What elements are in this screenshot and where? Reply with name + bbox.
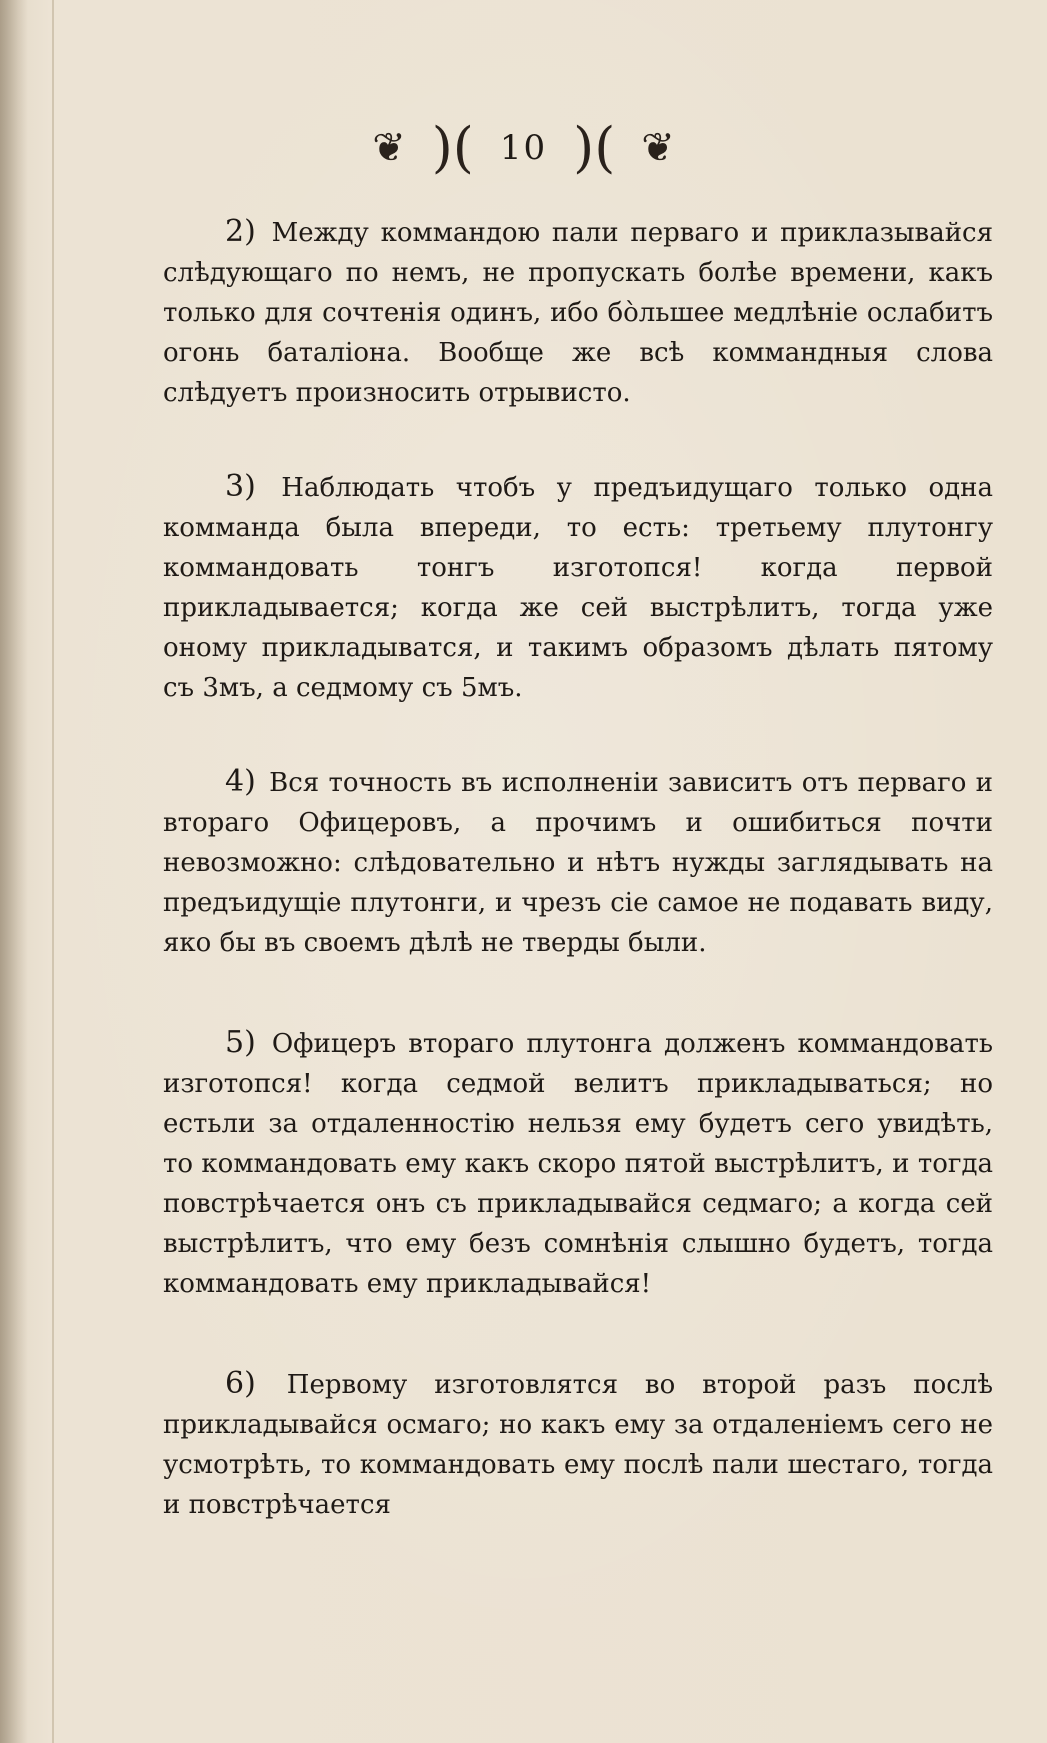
spine-shadow bbox=[0, 0, 28, 1743]
paragraph-text: Первому изготовлятся во второй разъ послѣ прикладывайся осмаго; но какъ ему за отдаленіемъ сего не усмотрѣть, то коммандовать ему послѣ пали шестаго, тогда и повстрѣчается bbox=[163, 1370, 994, 1520]
paragraph-text: Между коммандою пали перваго и приклазывайся слѣдующаго по немъ, не пропускать болѣе времени, какъ только для сочтенія одинъ, ибо бо̀льшее медлѣніе ослабитъ огонь баталіона. Вообще же всѣ коммандныя слова слѣдуетъ произносить отрывисто. bbox=[163, 218, 993, 408]
paragraph-text: Вся точность въ исполненіи зависитъ отъ перваго и втораго Офицеровъ, а прочимъ и ошибиться почти невозможно: слѣдовательно и нѣтъ нужды заглядывать на предъидущіе плутонги, и чрезъ сіе самое не подавать виду, яко бы въ своемъ дѣлѣ не тверды были. bbox=[163, 768, 994, 958]
left-ornament-icon: ❦ bbox=[372, 125, 406, 171]
right-bracket-ornament: )( bbox=[573, 116, 616, 179]
left-bracket-ornament: )( bbox=[431, 116, 474, 179]
paragraph-5 bbox=[163, 1023, 993, 1304]
paragraph-2 bbox=[163, 212, 993, 413]
paragraph-6 bbox=[163, 1364, 993, 1525]
paragraph-text: Офицеръ втораго плутонга долженъ коммандовать изготопся! когда седмой велитъ прикладываться; но естьли за отдаленностію нельзя ему будетъ сего увидѣть, то коммандовать ему какъ скоро пятой выстрѣлитъ, и тогда повстрѣчается онъ съ прикладывайся седмаго; а когда сей выстрѣлитъ, что ему безъ сомнѣнія слышно будетъ, тогда коммандовать ему прикладывайся! bbox=[163, 1029, 993, 1299]
paragraph-text: Наблюдать чтобъ у предъидущаго только одна комманда была впереди, то есть: третьему плутонгу коммандовать тонгъ изготопся! когда первой прикладывается; когда же сей выстрѣлитъ, тогда уже оному прикладыватся, и такимъ образомъ дѣлать пятому съ 3мъ, а седмому съ 5мъ. bbox=[163, 473, 994, 703]
page-number: 10 bbox=[499, 128, 548, 168]
gutter-line bbox=[52, 0, 54, 1743]
paragraph-number: 4) bbox=[225, 764, 256, 799]
paragraph-3 bbox=[163, 467, 993, 708]
paragraph-4 bbox=[163, 762, 993, 963]
right-ornament-icon: ❦ bbox=[641, 125, 675, 171]
paragraph-number: 6) bbox=[225, 1366, 256, 1401]
paragraph-number: 5) bbox=[225, 1025, 256, 1060]
paragraph-number: 3) bbox=[225, 469, 256, 504]
body-text bbox=[163, 212, 993, 1583]
paragraph-number: 2) bbox=[225, 214, 256, 249]
page-header bbox=[0, 118, 1047, 178]
